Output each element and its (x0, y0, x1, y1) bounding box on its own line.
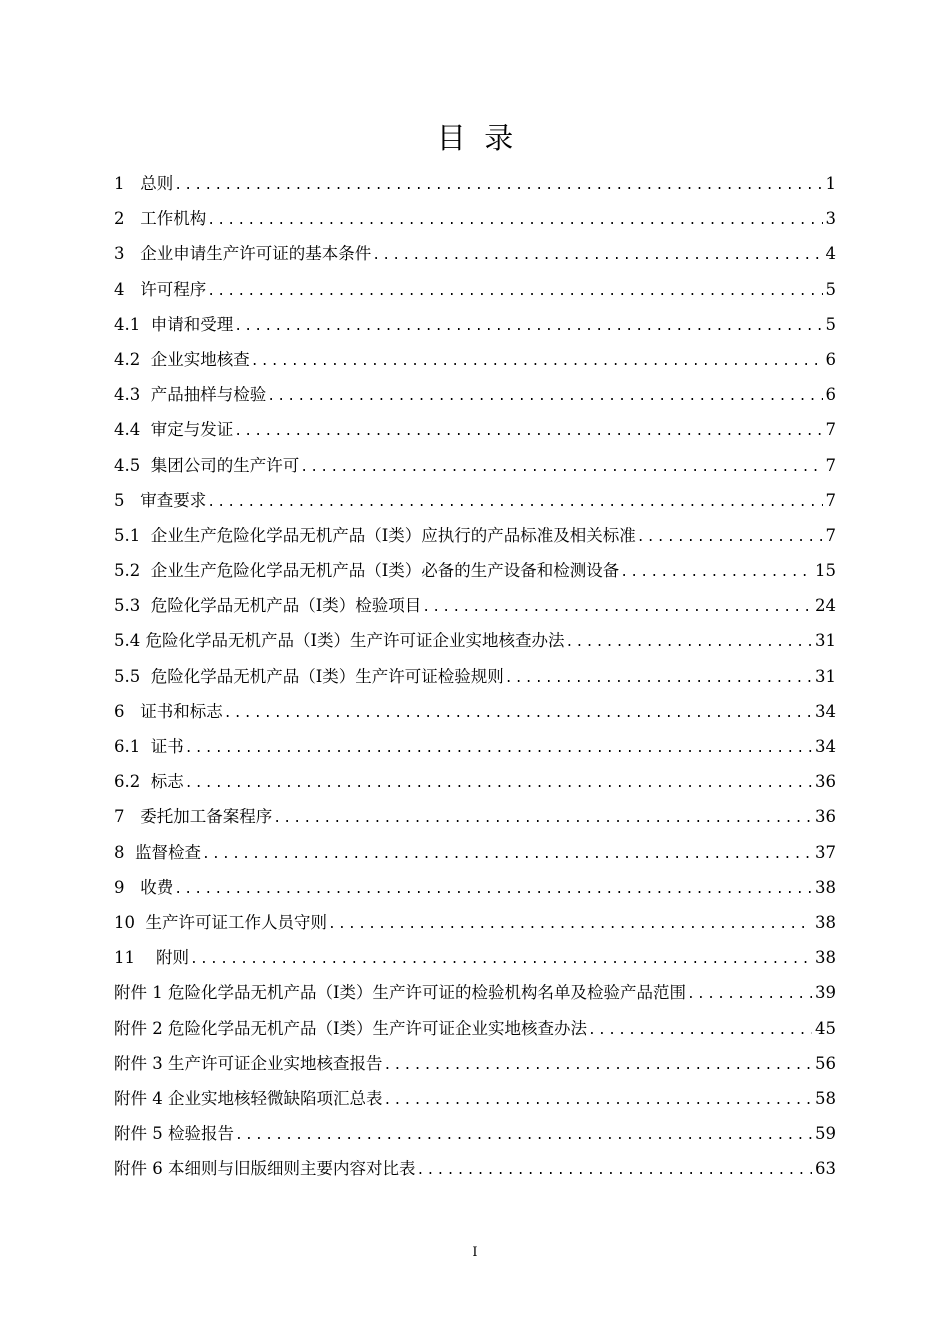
toc-entry-label: 5.3 危险化学品无机产品（Ⅰ类）检验项目 (114, 596, 422, 616)
toc-entry-page: 59 (815, 1124, 836, 1144)
toc-dot-leader (273, 801, 812, 836)
toc-entry-label: 1 总则 (114, 174, 174, 193)
toc-entry-page: 15 (815, 561, 836, 581)
toc-entry-page: 7 (825, 455, 836, 475)
toc-entry-label: 4.3 产品抽样与检验 (114, 385, 267, 405)
toc-entry-page: 38 (815, 912, 836, 932)
toc-entry[interactable] (114, 835, 836, 870)
toc-entry-label: 6.2 标志 (114, 772, 184, 792)
toc-dot-leader (174, 872, 812, 907)
toc-entry[interactable] (114, 905, 836, 940)
toc-dot-leader (234, 309, 822, 344)
toc-entry-label: 6 证书和标志 (114, 701, 223, 721)
toc-entry-page: 3 (825, 209, 836, 229)
toc-dot-leader (234, 414, 822, 449)
toc-dot-leader (384, 1048, 813, 1083)
toc-entry[interactable] (114, 659, 836, 694)
toc-entry-page: 6 (825, 349, 836, 369)
toc-entry-label: 附件 4 企业实地核轻微缺陷项汇总表 (114, 1088, 383, 1108)
toc-entry[interactable] (114, 694, 836, 729)
toc-entry-label: 5.1 企业生产危险化学品无机产品（Ⅰ类）应执行的产品标准及相关标准 (114, 525, 636, 545)
toc-entry[interactable] (114, 588, 836, 623)
toc-dot-leader (174, 168, 822, 203)
toc-entry[interactable] (114, 201, 836, 236)
toc-entry-page: 34 (815, 701, 836, 721)
toc-entry[interactable] (114, 1116, 836, 1151)
toc-entry-page: 5 (825, 279, 836, 299)
toc-entry-label: 附件 5 检验报告 (114, 1124, 234, 1144)
toc-entry[interactable] (114, 412, 836, 447)
toc-entry-label: 5.4 危险化学品无机产品（Ⅰ类）生产许可证企业实地核查办法 (114, 631, 565, 651)
toc-entry[interactable] (114, 1011, 836, 1046)
toc-entry[interactable] (114, 448, 836, 483)
toc-entry-page: 7 (825, 525, 836, 545)
toc-dot-leader (328, 907, 812, 942)
toc-dot-leader (372, 238, 822, 273)
toc-entry[interactable] (114, 342, 836, 377)
toc-entry-label: 10 生产许可证工作人员守则 (114, 912, 327, 932)
toc-entry[interactable] (114, 1151, 836, 1186)
toc-entry[interactable] (114, 518, 836, 553)
toc-entry-page: 36 (815, 772, 836, 792)
toc-entry-label: 4.2 企业实地核查 (114, 349, 250, 369)
toc-entry-page: 38 (815, 877, 836, 897)
toc-dot-leader (417, 1153, 813, 1188)
toc-entry-page: 24 (815, 596, 836, 616)
toc-entry-label: 5 审查要求 (114, 490, 207, 510)
toc-dot-leader (620, 555, 812, 590)
toc-entry-label: 6.1 证书 (114, 737, 184, 756)
toc-entry-page: 4 (825, 244, 836, 264)
toc-dot-leader (588, 1013, 812, 1048)
toc-entry-page: 7 (825, 490, 836, 510)
toc-entry[interactable] (114, 236, 836, 271)
toc-dot-leader (422, 590, 812, 625)
toc-entry-page: 58 (815, 1088, 836, 1108)
toc-entry-label: 4 许可程序 (114, 279, 207, 299)
toc-entry-page: 56 (815, 1053, 836, 1073)
toc-entry[interactable] (114, 799, 836, 834)
toc-entry-page: 34 (815, 737, 836, 756)
toc-entry[interactable] (114, 623, 836, 658)
toc-entry-label: 11 附则 (114, 948, 189, 968)
toc-entry[interactable] (114, 1046, 836, 1081)
toc-entry[interactable] (114, 553, 836, 588)
toc-entry-label: 4.5 集团公司的生产许可 (114, 455, 300, 475)
page-title: 目 录 (436, 121, 514, 155)
toc-entry-page: 38 (815, 948, 836, 968)
toc-entry-label: 附件 3 生产许可证企业实地核查报告 (114, 1053, 383, 1073)
toc-entry-page: 39 (815, 983, 836, 1003)
toc-entry-label: 5.5 危险化学品无机产品（Ⅰ类）生产许可证检验规则 (114, 666, 504, 686)
toc-entry[interactable] (114, 975, 836, 1010)
toc-entry-label: 附件 1 危险化学品无机产品（Ⅰ类）生产许可证的检验机构名单及检验产品范围 (114, 983, 687, 1003)
toc-dot-leader (267, 379, 822, 414)
toc-dot-leader (384, 1083, 813, 1118)
toc-entry-label: 4.4 审定与发证 (114, 420, 234, 440)
toc-dot-leader (185, 731, 812, 766)
toc-entry[interactable] (114, 870, 836, 905)
toc-entry-page: 5 (825, 314, 836, 334)
toc-entry[interactable] (114, 483, 836, 518)
toc-entry-page: 45 (815, 1018, 836, 1038)
toc-dot-leader (190, 942, 812, 977)
toc-entry[interactable] (114, 272, 836, 307)
toc-entry[interactable] (114, 729, 836, 764)
toc-entry[interactable] (114, 764, 836, 799)
table-of-contents (114, 166, 836, 1186)
toc-entry[interactable] (114, 307, 836, 342)
toc-entry-label: 9 收费 (114, 877, 174, 897)
toc-dot-leader (202, 837, 812, 872)
toc-entry-page: 31 (815, 666, 836, 686)
toc-dot-leader (300, 450, 822, 485)
toc-entry[interactable] (114, 377, 836, 412)
toc-dot-leader (224, 696, 812, 731)
toc-entry[interactable] (114, 166, 836, 201)
toc-entry-page: 6 (825, 385, 836, 405)
toc-dot-leader (207, 203, 822, 238)
toc-entry-page: 7 (825, 420, 836, 440)
toc-entry[interactable] (114, 940, 836, 975)
toc-entry-page: 1 (825, 174, 836, 193)
toc-dot-leader (251, 344, 823, 379)
toc-dot-leader (566, 625, 812, 660)
toc-entry-label: 4.1 申请和受理 (114, 314, 234, 334)
toc-entry-label: 附件 2 危险化学品无机产品（Ⅰ类）生产许可证企业实地核查办法 (114, 1018, 588, 1038)
toc-dot-leader (687, 977, 812, 1012)
toc-dot-leader (207, 485, 822, 520)
toc-entry-label: 2 工作机构 (114, 209, 207, 229)
toc-entry-page: 63 (815, 1159, 836, 1179)
toc-entry[interactable] (114, 1081, 836, 1116)
toc-dot-leader (637, 520, 823, 555)
toc-dot-leader (505, 661, 812, 696)
page-number: I (472, 1245, 478, 1260)
toc-entry-label: 3 企业申请生产许可证的基本条件 (114, 244, 372, 264)
toc-entry-label: 8 监督检查 (114, 842, 201, 862)
toc-entry-label: 附件 6 本细则与旧版细则主要内容对比表 (114, 1159, 416, 1179)
toc-dot-leader (235, 1118, 812, 1153)
toc-dot-leader (185, 766, 812, 801)
toc-entry-label: 7 委托加工备案程序 (114, 807, 273, 827)
toc-entry-page: 36 (815, 807, 836, 827)
toc-entry-label: 5.2 企业生产危险化学品无机产品（Ⅰ类）必备的生产设备和检测设备 (114, 561, 620, 581)
toc-entry-page: 37 (815, 842, 836, 862)
toc-dot-leader (207, 274, 822, 309)
toc-entry-page: 31 (815, 631, 836, 651)
